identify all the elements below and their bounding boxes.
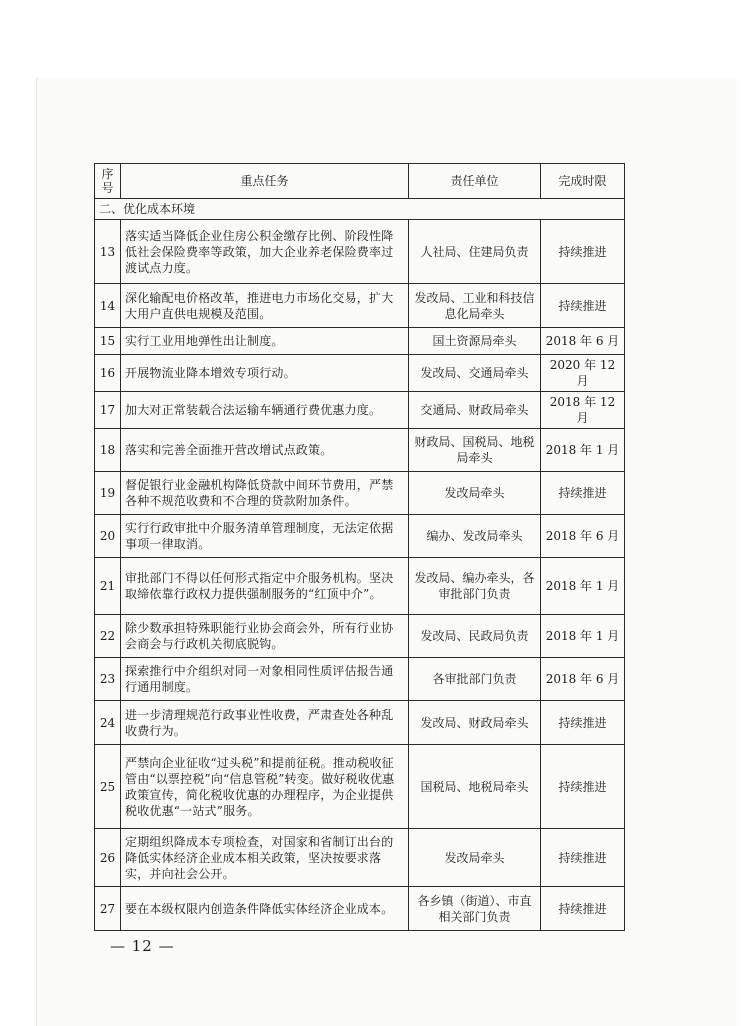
cell-task: 审批部门不得以任何形式指定中介服务机构。坚决取缔依靠行政权力提供强制服务的“红顶中介”。 — [121, 558, 409, 615]
cell-unit: 财政局、国税局、地税局牵头 — [409, 429, 541, 472]
cell-task: 开展物流业降本增效专项行动。 — [121, 355, 409, 392]
cell-task: 探索推行中介组织对同一对象相同性质评估报告通行通用制度。 — [121, 658, 409, 701]
table-row — [95, 328, 625, 355]
cell-deadline: 2018 年 6 月 — [541, 515, 625, 558]
cell-deadline: 持续推进 — [541, 829, 625, 887]
cell-task: 严禁向企业征收“过头税”和提前征税。推动税收征管由“以票控税”向“信息管税”转变。做好税收优惠政策宣传，简化税收优惠的办理程序，为企业提供税收优惠“一站式”服务。 — [121, 745, 409, 829]
table-row — [95, 745, 625, 829]
cell-no: 16 — [95, 355, 121, 392]
header-task: 重点任务 — [121, 164, 409, 199]
cell-no: 17 — [95, 392, 121, 429]
table-header-row — [95, 164, 625, 199]
cell-unit: 发改局、交通局牵头 — [409, 355, 541, 392]
cell-unit: 发改局牵头 — [409, 829, 541, 887]
cell-no: 21 — [95, 558, 121, 615]
cell-unit: 发改局牵头 — [409, 472, 541, 515]
cell-unit: 发改局、编办牵头，各审批部门负责 — [409, 558, 541, 615]
cell-task: 深化输配电价格改革，推进电力市场化交易，扩大大用户直供电规模及范围。 — [121, 284, 409, 328]
table-row — [95, 284, 625, 328]
cell-no: 14 — [95, 284, 121, 328]
cell-deadline: 持续推进 — [541, 472, 625, 515]
table-row — [95, 615, 625, 658]
cell-task: 督促银行业金融机构降低贷款中间环节费用，严禁各种不规范收费和不合理的贷款附加条件。 — [121, 472, 409, 515]
table-row — [95, 887, 625, 931]
cell-unit: 各乡镇（街道）、市直相关部门负责 — [409, 887, 541, 931]
cell-unit: 发改局、财政局牵头 — [409, 701, 541, 745]
cell-no: 18 — [95, 429, 121, 472]
table-row — [95, 220, 625, 284]
cell-deadline: 持续推进 — [541, 701, 625, 745]
cell-unit: 各审批部门负责 — [409, 658, 541, 701]
table-row — [95, 392, 625, 429]
table-row — [95, 515, 625, 558]
table-row — [95, 829, 625, 887]
cell-unit: 交通局、财政局牵头 — [409, 392, 541, 429]
table-row — [95, 658, 625, 701]
cell-task: 落实和完善全面推开营改增试点政策。 — [121, 429, 409, 472]
cell-no: 25 — [95, 745, 121, 829]
cell-deadline: 2018 年 6 月 — [541, 658, 625, 701]
header-no: 序号 — [95, 164, 121, 199]
cell-deadline: 2020 年 12 月 — [541, 355, 625, 392]
cell-task: 定期组织降成本专项检查，对国家和省制订出台的降低实体经济企业成本相关政策，坚决按要求落实，并向社会公开。 — [121, 829, 409, 887]
cell-no: 13 — [95, 220, 121, 284]
cell-deadline: 持续推进 — [541, 284, 625, 328]
table-row — [95, 355, 625, 392]
cell-task: 要在本级权限内创造条件降低实体经济企业成本。 — [121, 887, 409, 931]
table-row — [95, 558, 625, 615]
cell-deadline: 2018 年 1 月 — [541, 615, 625, 658]
cell-deadline: 2018 年 1 月 — [541, 429, 625, 472]
section-title: 二、优化成本环境 — [95, 199, 625, 220]
cell-no: 19 — [95, 472, 121, 515]
cell-deadline: 2018 年 12 月 — [541, 392, 625, 429]
table-row — [95, 701, 625, 745]
cell-task: 实行行政审批中介服务清单管理制度，无法定依据事项一律取消。 — [121, 515, 409, 558]
cell-no: 22 — [95, 615, 121, 658]
cell-no: 15 — [95, 328, 121, 355]
cell-no: 24 — [95, 701, 121, 745]
table-row — [95, 472, 625, 515]
key-tasks-table — [94, 163, 625, 931]
section-row — [95, 199, 625, 220]
cell-task: 实行工业用地弹性出让制度。 — [121, 328, 409, 355]
cell-unit: 人社局、住建局负责 — [409, 220, 541, 284]
cell-no: 26 — [95, 829, 121, 887]
top-margin — [0, 0, 750, 78]
cell-unit: 编办、发改局牵头 — [409, 515, 541, 558]
cell-deadline: 持续推进 — [541, 887, 625, 931]
cell-deadline: 持续推进 — [541, 220, 625, 284]
header-deadline: 完成时限 — [541, 164, 625, 199]
cell-task: 进一步清理规范行政事业性收费，严肃查处各种乱收费行为。 — [121, 701, 409, 745]
cell-unit: 发改局、工业和科技信息化局牵头 — [409, 284, 541, 328]
cell-unit: 发改局、民政局负责 — [409, 615, 541, 658]
cell-task: 除少数承担特殊职能行业协会商会外，所有行业协会商会与行政机关彻底脱钩。 — [121, 615, 409, 658]
cell-unit: 国税局、地税局牵头 — [409, 745, 541, 829]
header-unit: 责任单位 — [409, 164, 541, 199]
cell-task: 落实适当降低企业住房公积金缴存比例、阶段性降低社会保险费率等政策，加大企业养老保险费率过渡试点力度。 — [121, 220, 409, 284]
table-row — [95, 429, 625, 472]
cell-no: 20 — [95, 515, 121, 558]
cell-deadline: 2018 年 1 月 — [541, 558, 625, 615]
cell-deadline: 2018 年 6 月 — [541, 328, 625, 355]
cell-unit: 国土资源局牵头 — [409, 328, 541, 355]
page-number: — 12 — — [110, 937, 175, 955]
cell-deadline: 持续推进 — [541, 745, 625, 829]
cell-task: 加大对正常装载合法运输车辆通行费优惠力度。 — [121, 392, 409, 429]
cell-no: 23 — [95, 658, 121, 701]
table-body — [95, 199, 625, 931]
cell-no: 27 — [95, 887, 121, 931]
